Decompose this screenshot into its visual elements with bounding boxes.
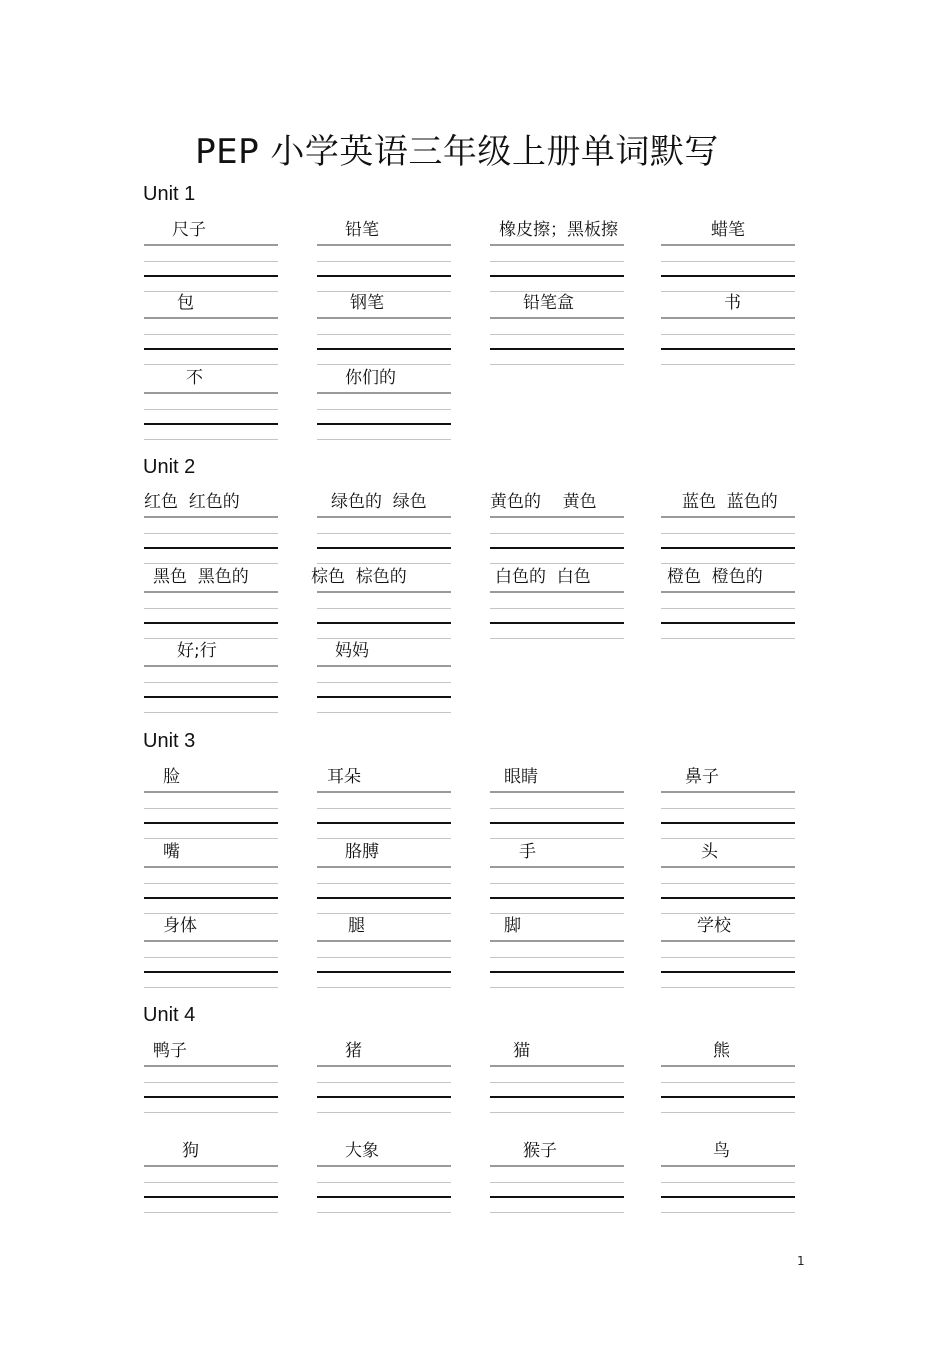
word-cell	[661, 914, 795, 994]
word-label: 你们的	[345, 368, 396, 388]
word-label: 尺子	[172, 220, 206, 240]
word-cell	[144, 565, 278, 645]
word-label: 耳朵	[327, 767, 361, 787]
word-cell	[661, 1139, 795, 1219]
word-cell	[661, 490, 795, 570]
word-cell	[144, 218, 278, 298]
word-label: 红色 红色的	[144, 492, 240, 512]
word-label: 好;行	[177, 641, 217, 661]
unit-1-heading: Unit 1	[143, 183, 196, 205]
word-label: 猫	[513, 1041, 530, 1061]
word-cell	[144, 366, 278, 446]
word-label: 铅笔	[345, 220, 379, 240]
word-cell	[144, 1139, 278, 1219]
word-cell	[317, 490, 451, 570]
page-title: PEP 小学英语三年级上册单词默写	[195, 132, 719, 172]
word-label: 书	[724, 293, 741, 313]
word-label: 鼻子	[685, 767, 719, 787]
word-label: 脸	[163, 767, 180, 787]
word-cell	[317, 765, 451, 845]
word-cell	[144, 291, 278, 371]
word-label: 嘴	[163, 842, 180, 862]
word-cell	[144, 1039, 278, 1119]
word-cell	[144, 914, 278, 994]
word-cell	[490, 218, 624, 298]
word-cell	[144, 639, 278, 719]
word-cell	[490, 490, 624, 570]
word-cell	[661, 291, 795, 371]
word-label: 鸭子	[153, 1041, 187, 1061]
word-label: 腿	[348, 916, 365, 936]
word-label: 蓝色 蓝色的	[682, 492, 778, 512]
word-cell	[317, 1139, 451, 1219]
word-label: 不	[186, 368, 203, 388]
word-label: 橡皮擦；黑板擦	[499, 220, 618, 240]
word-label: 狗	[182, 1141, 199, 1161]
word-label: 胳膊	[345, 842, 379, 862]
word-cell	[144, 490, 278, 570]
word-cell	[490, 840, 624, 920]
word-label: 白色的 白色	[495, 567, 591, 587]
word-label: 手	[519, 842, 536, 862]
word-label: 黄色的 黄色	[490, 492, 597, 512]
word-label: 钢笔	[350, 293, 384, 313]
word-label: 铅笔盒	[523, 293, 574, 313]
word-cell	[661, 765, 795, 845]
word-cell	[317, 218, 451, 298]
unit-3-heading: Unit 3	[143, 730, 196, 752]
page-number: 1	[797, 1254, 805, 1268]
word-label: 包	[177, 293, 194, 313]
word-cell	[661, 218, 795, 298]
word-label: 熊	[713, 1041, 730, 1061]
word-cell	[490, 291, 624, 371]
word-cell	[661, 840, 795, 920]
word-cell	[317, 1039, 451, 1119]
word-label: 眼睛	[504, 767, 538, 787]
word-cell	[144, 765, 278, 845]
word-cell	[661, 1039, 795, 1119]
word-label: 橙色 橙色的	[667, 567, 763, 587]
word-cell	[490, 1039, 624, 1119]
word-label: 绿色的 绿色	[331, 492, 427, 512]
word-cell	[490, 565, 624, 645]
word-label: 鸟	[713, 1141, 730, 1161]
word-cell	[661, 565, 795, 645]
word-cell	[317, 914, 451, 994]
word-cell	[317, 639, 451, 719]
word-label: 身体	[163, 916, 197, 936]
word-label: 妈妈	[335, 641, 369, 661]
word-label: 猪	[345, 1041, 362, 1061]
unit-4-heading: Unit 4	[143, 1004, 196, 1026]
word-label: 大象	[345, 1141, 379, 1161]
word-cell	[317, 291, 451, 371]
word-label: 脚	[504, 916, 521, 936]
word-label: 学校	[697, 916, 731, 936]
word-cell	[490, 765, 624, 845]
word-cell	[490, 914, 624, 994]
word-cell	[144, 840, 278, 920]
word-cell	[311, 565, 451, 645]
word-cell	[490, 1139, 624, 1219]
word-label: 蜡笔	[711, 220, 745, 240]
word-label: 黑色 黑色的	[153, 567, 249, 587]
word-label: 头	[701, 842, 718, 862]
word-cell	[317, 840, 451, 920]
unit-2-heading: Unit 2	[143, 456, 196, 478]
word-cell	[317, 366, 451, 446]
word-label: 棕色 棕色的	[311, 567, 407, 587]
word-label: 猴子	[523, 1141, 557, 1161]
